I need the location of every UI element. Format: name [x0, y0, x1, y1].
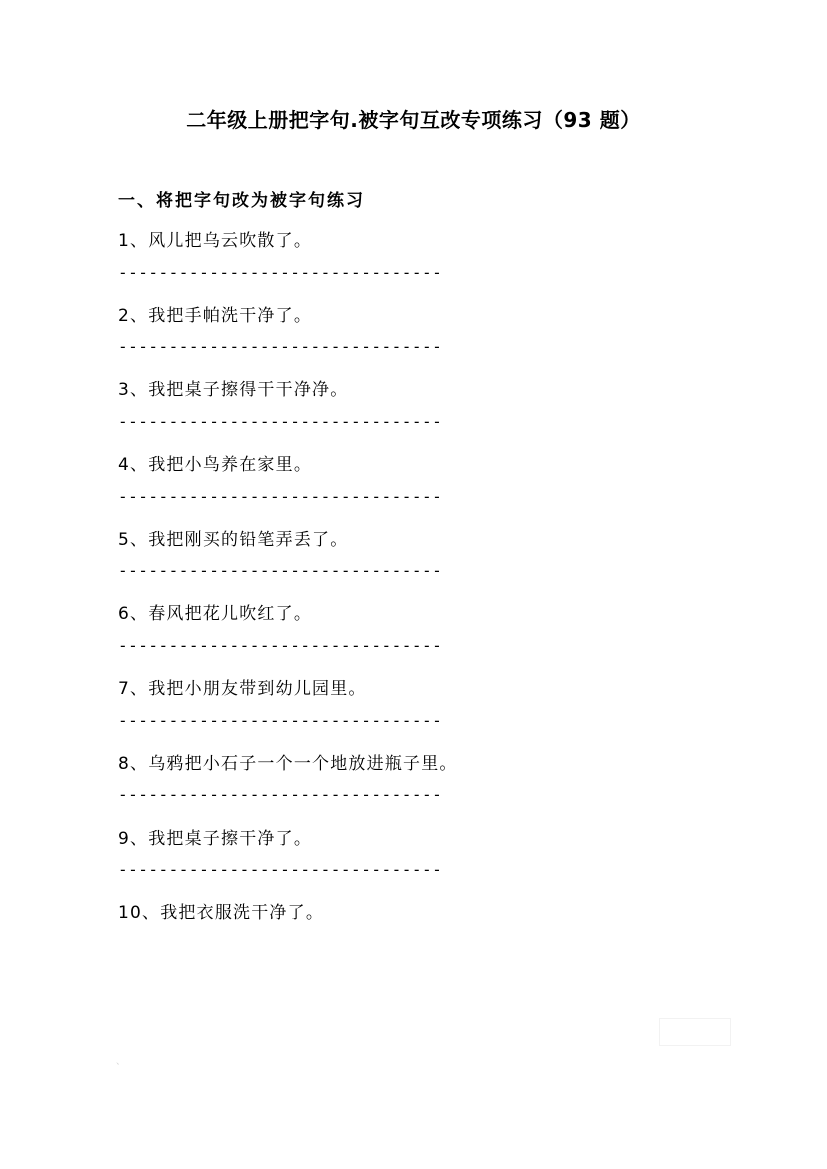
question-item	[118, 901, 718, 927]
question-sentence: 我把手帕洗干净了。	[148, 305, 313, 326]
question-sentence: 乌鸦把小石子一个一个地放进瓶子里。	[148, 753, 458, 774]
question-item	[118, 304, 718, 357]
question-text	[118, 229, 718, 255]
question-sentence: 我把桌子擦干净了。	[148, 828, 313, 849]
question-number: 10、	[118, 903, 161, 924]
question-item	[118, 229, 718, 282]
watermark-box	[659, 1018, 731, 1046]
corner-mark: 、	[116, 1057, 126, 1067]
question-item	[118, 752, 718, 805]
question-number: 3、	[118, 380, 149, 401]
question-text	[118, 528, 718, 554]
answer-blank: --------------------------------	[118, 337, 443, 357]
answer-blank: --------------------------------	[118, 635, 443, 655]
question-number: 9、	[118, 828, 149, 849]
question-number: 8、	[118, 753, 149, 774]
question-item	[118, 827, 718, 880]
document-body	[118, 186, 718, 935]
question-text	[118, 304, 718, 330]
question-text	[118, 453, 718, 479]
question-sentence: 我把桌子擦得干干净净。	[148, 380, 349, 401]
page-title: 二年级上册把字句.被字句互改专项练习（93 题）	[186, 108, 641, 132]
question-text	[118, 752, 718, 778]
question-item	[118, 378, 718, 431]
question-text	[118, 378, 718, 404]
answer-blank: --------------------------------	[118, 710, 443, 730]
question-item	[118, 453, 718, 506]
answer-blank: --------------------------------	[118, 486, 443, 506]
section-heading: 一、将把字句改为被字句练习	[118, 191, 365, 211]
question-sentence: 我把衣服洗干净了。	[160, 903, 325, 924]
question-text	[118, 677, 718, 703]
question-item	[118, 677, 718, 730]
question-item	[118, 602, 718, 655]
question-item	[118, 528, 718, 581]
answer-blank: --------------------------------	[118, 561, 443, 581]
question-number: 7、	[118, 679, 149, 700]
question-number: 1、	[118, 231, 149, 251]
question-sentence: 我把刚买的铅笔弄丢了。	[148, 529, 349, 550]
answer-blank: --------------------------------	[118, 860, 443, 879]
question-text	[118, 901, 718, 927]
question-number: 5、	[118, 529, 149, 550]
question-text	[118, 827, 718, 853]
answer-blank: --------------------------------	[118, 785, 443, 805]
answer-blank: --------------------------------	[118, 411, 443, 431]
question-sentence: 我把小朋友带到幼儿园里。	[148, 679, 367, 700]
question-number: 4、	[118, 455, 149, 476]
question-number: 2、	[118, 305, 149, 326]
question-sentence: 风儿把乌云吹散了。	[148, 231, 313, 251]
question-sentence: 春风把花儿吹红了。	[148, 604, 313, 625]
answer-blank: --------------------------------	[118, 262, 443, 282]
question-number: 6、	[118, 604, 149, 625]
question-sentence: 我把小鸟养在家里。	[148, 455, 313, 476]
question-text	[118, 602, 718, 628]
